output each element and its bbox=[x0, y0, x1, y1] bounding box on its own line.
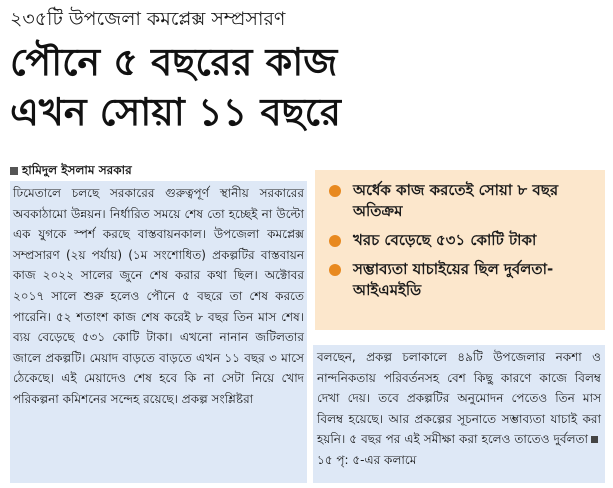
highlight-item bbox=[327, 259, 595, 301]
byline-author: হামিদুল ইসলাম সরকার bbox=[22, 163, 132, 177]
body-right-text: বলছেন, প্রকল্প চলাকালে ৪৯টি উপজেলার নকশা ও নান্দনিকতায় পরিবর্তনসহ বেশ কিছু কারণে কাজে বিলম্ব দেখা দেয়। তবে প্রকল্পটির অনুমোদন পেতেও তিন মাস বিলম্ব হয়েছে। আর প্রকল্পের সূচনাতে সম্ভাব্যতা যাচাই করা হয়নি। ৫ বছর পর এই সমীক্ষা করা হলেও তাতেও দুর্বলতা bbox=[317, 350, 601, 447]
highlight-text: খরচ বেড়েছে ৫৩১ কোটি টাকা bbox=[353, 231, 537, 249]
bullet-icon bbox=[329, 235, 341, 247]
headline bbox=[10, 37, 605, 137]
body-column-right bbox=[313, 345, 605, 483]
highlight-text: সম্ভাব্যতা যাচাইয়ের ছিল দুর্বলতা-আইএমইডি bbox=[353, 260, 554, 299]
jump-text: ১৫ পৃ: ৫-এর কলামে bbox=[317, 452, 417, 467]
highlight-item bbox=[327, 230, 595, 251]
highlights-box bbox=[315, 170, 605, 330]
headline-line-2: এখন সোয়া ১১ বছরে bbox=[10, 90, 341, 134]
body-column-left: ঢিমেতালে চলছে সরকারের গুরুত্বপূর্ণ স্থানীয় সরকারের অবকাঠামো উন্নয়ন। নির্ধারিত সময়ে শেষ তো হচ্ছেই না উল্টো এক যুগকে স্পর্শ করছে বাস্তবায়নকাল। উপজেলা কমপ্লেক্স সম্প্রসারণ (২য় পর্যায়) (১ম সংশোধিত) প্রকল্পটির বাস্তবায়ন কাজ ২০২২ সালের জুনে শেষ করার কথা ছিল। অক্টোবর ২০১৭ সালে শুরু হলেও পৌনে ৫ বছরে তা শেষ করতে পারেনি। ৫২ শতাংশ কাজ শেষ করেই ৮ বছর তিন মাস শেষ। ব্যয় বেড়েছে ৫৩১ কোটি টাকা। এখনো নানান জটিলতার জালে প্রকল্পটি। মেয়াদ বাড়তে বাড়তে এখন ১১ বছর ৩ মাসে ঠেকেছে। এই মেয়াদেও শেষ হবে কি না সেটা নিয়ে খোদ পরিকল্পনা কমিশনের সন্দেহ রয়েছে। প্রকল্প সংশ্লিষ্টরা bbox=[10, 181, 307, 483]
jump-square-icon bbox=[591, 436, 598, 443]
bullet-icon bbox=[329, 264, 341, 276]
kicker: ২৩৫টি উপজেলা কমপ্লেক্স সম্প্রসারণ bbox=[10, 8, 286, 30]
byline-square-icon bbox=[10, 167, 18, 175]
headline-line-1: পৌনে ৫ বছরের কাজ bbox=[10, 40, 338, 84]
highlight-item bbox=[327, 180, 595, 222]
bullet-icon bbox=[329, 185, 341, 197]
highlight-text: অর্ধেক কাজ করতেই সোয়া ৮ বছর অতিক্রম bbox=[353, 181, 559, 220]
